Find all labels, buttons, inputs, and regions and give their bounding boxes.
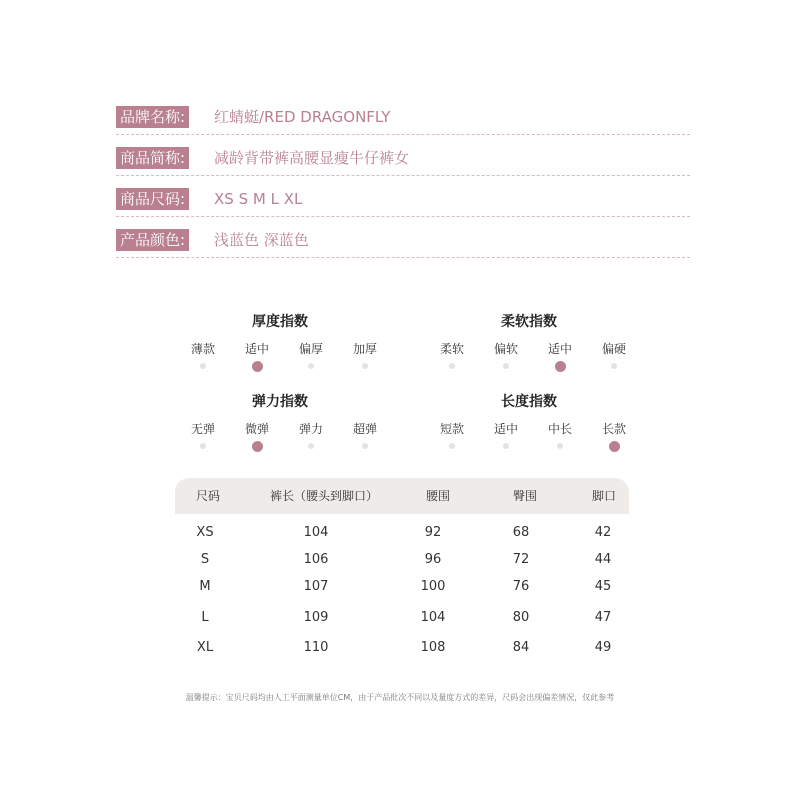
table-cell: 80 [512, 610, 530, 625]
table-header [175, 478, 629, 514]
table-row [175, 608, 629, 628]
index-option [232, 421, 282, 452]
info-row-name [116, 138, 690, 176]
table-cell: 72 [512, 552, 530, 567]
info-label: 商品简称: [116, 147, 189, 169]
dashed-divider [116, 134, 690, 135]
selected-dot-icon [609, 441, 620, 452]
index-option-label: 偏厚 [298, 342, 323, 356]
table-row [175, 638, 629, 658]
index-option [286, 341, 336, 369]
index-option [178, 341, 228, 369]
table-cell: 109 [303, 610, 329, 625]
index-option-label: 偏硬 [601, 342, 626, 356]
index-option-label: 长款 [601, 422, 626, 436]
index-title: 长度指数 [501, 394, 557, 410]
index-option-label: 适中 [244, 342, 269, 356]
index-option-label: 中长 [547, 422, 572, 436]
table-cell: 108 [420, 640, 446, 655]
table-cell: XL [196, 640, 214, 655]
index-option [232, 341, 282, 372]
index-option [286, 421, 336, 449]
column-header: 裤长（腰头到脚口） [269, 489, 379, 503]
index-option-label: 短款 [439, 422, 464, 436]
index-title: 厚度指数 [252, 314, 308, 330]
product-info [116, 97, 690, 258]
info-value: 浅蓝色 深蓝色 [214, 231, 309, 249]
index-option [481, 421, 531, 449]
dot-icon [611, 363, 617, 369]
index-option [427, 341, 477, 369]
table-cell: 100 [420, 579, 446, 594]
dot-icon [557, 443, 563, 449]
info-label: 品牌名称: [116, 106, 189, 128]
table-cell: 92 [424, 525, 442, 540]
info-row-size [116, 179, 690, 217]
table-cell: XS [196, 525, 214, 540]
index-option-label: 柔软 [439, 342, 464, 356]
info-row-color [116, 220, 690, 258]
index-option [589, 421, 639, 452]
table-cell: 106 [303, 552, 329, 567]
index-option [178, 421, 228, 449]
table-cell: 84 [512, 640, 530, 655]
index-option-label: 薄款 [190, 342, 215, 356]
table-cell: 47 [594, 610, 612, 625]
column-header: 臀围 [512, 489, 538, 503]
index-option-label: 加厚 [352, 342, 377, 356]
selected-dot-icon [252, 441, 263, 452]
index-option [589, 341, 639, 369]
info-label: 商品尺码: [116, 188, 189, 210]
dot-icon [200, 443, 206, 449]
selected-dot-icon [252, 361, 263, 372]
table-cell: 110 [303, 640, 329, 655]
index-title: 弹力指数 [252, 394, 308, 410]
index-option [481, 341, 531, 369]
index-option [535, 421, 585, 449]
dot-icon [308, 363, 314, 369]
dot-icon [503, 443, 509, 449]
index-option-label: 适中 [547, 342, 572, 356]
column-header: 脚口 [591, 489, 617, 503]
index-option-label: 适中 [493, 422, 518, 436]
dot-icon [308, 443, 314, 449]
table-cell: 76 [512, 579, 530, 594]
index-option [535, 341, 585, 372]
table-row [175, 550, 629, 570]
table-cell: 107 [303, 579, 329, 594]
index-option-label: 超弹 [352, 422, 377, 436]
dashed-divider [116, 175, 690, 176]
column-header: 尺码 [195, 489, 221, 503]
table-cell: 96 [424, 552, 442, 567]
table-cell: S [200, 552, 210, 567]
dot-icon [503, 363, 509, 369]
size-note: 温馨提示：宝贝尺码均由人工平面测量单位CM，由于产品批次不同以及量度方式的差异，尺码会出现偏差情况，仅此参考 [185, 693, 615, 702]
info-row-brand [116, 97, 690, 135]
dot-icon [449, 443, 455, 449]
table-cell: 49 [594, 640, 612, 655]
size-table [175, 478, 629, 655]
info-label: 产品颜色: [116, 229, 189, 251]
index-title: 柔软指数 [501, 314, 557, 330]
table-cell: L [201, 610, 209, 625]
table-row [175, 577, 629, 597]
index-option-label: 弹力 [298, 422, 323, 436]
selected-dot-icon [555, 361, 566, 372]
dot-icon [362, 363, 368, 369]
table-cell: 42 [594, 525, 612, 540]
table-cell: 44 [594, 552, 612, 567]
dashed-divider [116, 257, 690, 258]
dot-icon [362, 443, 368, 449]
column-header: 腰围 [425, 489, 451, 503]
index-option-label: 微弹 [244, 422, 269, 436]
index-option [340, 341, 390, 369]
table-cell: 68 [512, 525, 530, 540]
dot-icon [449, 363, 455, 369]
table-cell: 104 [420, 610, 446, 625]
index-option [427, 421, 477, 449]
index-option-label: 无弹 [190, 422, 215, 436]
info-value: 减龄背带裤高腰显瘦牛仔裤女 [214, 149, 410, 167]
table-cell: 45 [594, 579, 612, 594]
dashed-divider [116, 216, 690, 217]
index-option [340, 421, 390, 449]
info-value: XS S M L XL [214, 190, 303, 208]
table-cell: M [199, 579, 211, 594]
dot-icon [200, 363, 206, 369]
index-option-label: 偏软 [493, 342, 518, 356]
table-row [175, 523, 629, 543]
info-value: 红蜻蜓/RED DRAGONFLY [214, 108, 391, 126]
table-cell: 104 [303, 525, 329, 540]
